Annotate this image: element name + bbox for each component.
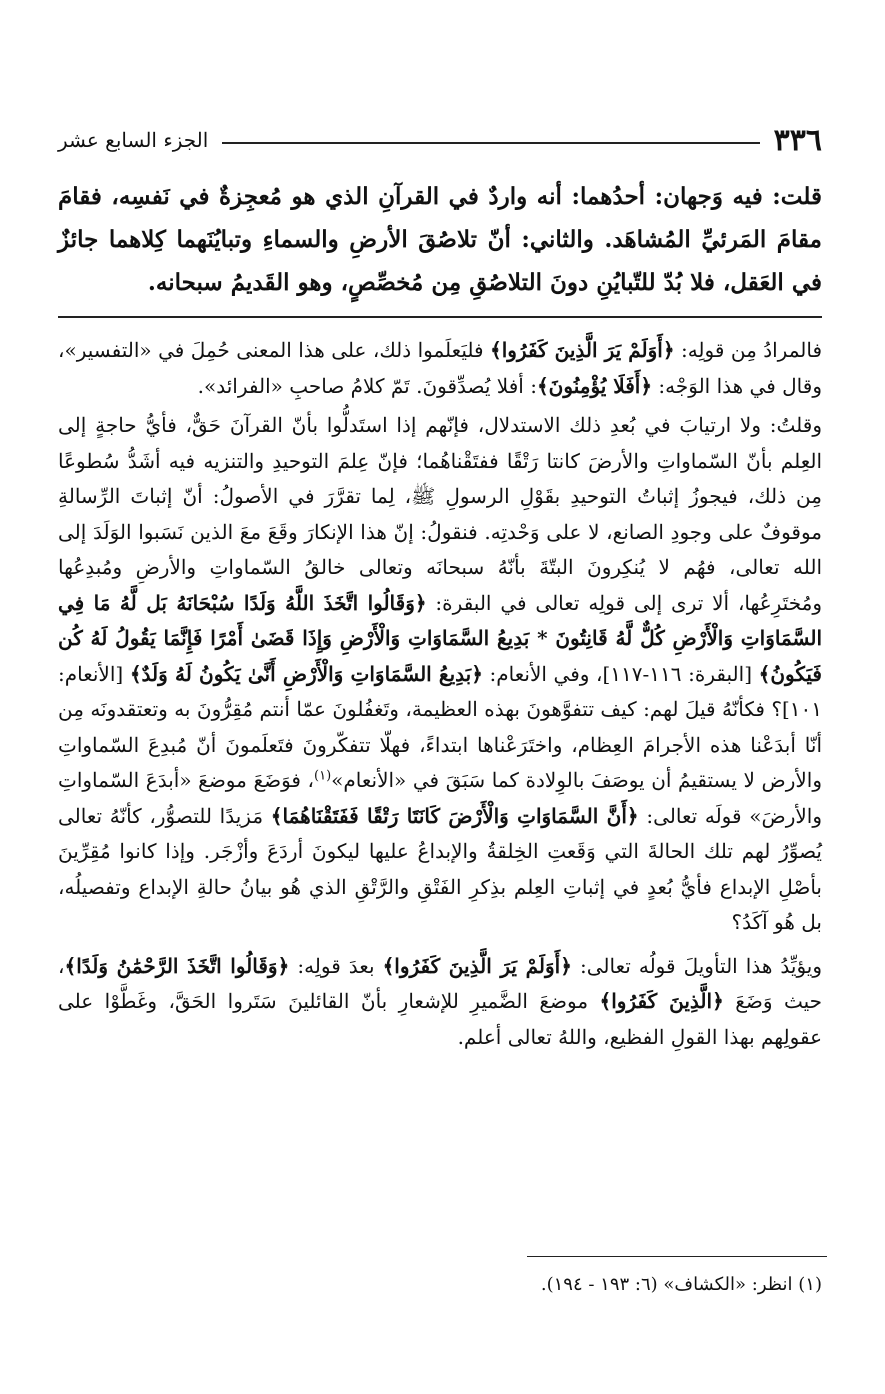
text-run: فليَعلَموا ذلك، على هذا المعنى حُمِلَ في «التفسير»، وقال في هذا الوَجْه: bbox=[58, 338, 822, 398]
text-run: [البقرة: ١١٦-١١٧]، وفي الأنعام: bbox=[482, 661, 759, 686]
text-run: مَزيدًا للتصوُّر، كأنّهُ تعالى يُصوِّرُ لهم تلك الحالةَ التي وَقَعتِ الخِلقةُ والإبداعُ عليها ليكونَ أردَعَ وأزْجَر. وإذا كانوا مُقِرِّينَ بأصْلِ الإبداع فأيُّ بُعدٍ في إثباتِ العِلم بذِكرِ الفَتْقِ والرَّتْقِ الذي هُو بيانُ حالةِ الإبداع وتفصيلُه، بل هُو آكَدُ؟ bbox=[58, 803, 822, 934]
main-text bbox=[58, 333, 822, 1063]
text-run: ، فوَضَعَ موضعَ «أبدَعَ السّماواتِ والأرضَ» قولَه تعالى: bbox=[58, 768, 822, 828]
text-run: ، حيث وَضَعَ bbox=[58, 953, 822, 1013]
running-title: الجزء السابع عشر bbox=[58, 128, 209, 152]
quran-verse: ﴿وَقَالُوا اتَّخَذَ الرَّحْمَٰنُ وَلَدًا﴾ bbox=[64, 953, 290, 978]
text-run: [الأنعام: ١٠١]؟ فكأنّهُ قيلَ لهم: كيف تتفوَّهونَ بهذه العظيمة، وتَغفُلونَ عمّا أنتم مُقِرُّونَ به وتعتقدونَه مِن أنّا أبدَعْنا هذه الأجرامَ العِظام، واختَرَعْناها ابتداءً، فهلّا تتفكّرونَ فتَعلَمونَ أنّ مُبدِعَ السّماواتِ والأرض لا يستقيمُ أن يوصَفَ بالوِلادة كما سَبَقَ في «الأنعام» bbox=[58, 661, 822, 792]
footnote-marker[interactable]: (١) bbox=[314, 768, 332, 784]
paragraph-2 bbox=[58, 408, 822, 941]
text-run: بعدَ قولِه: bbox=[289, 953, 383, 978]
quran-verse: ﴿أَنَّ السَّمَاوَاتِ وَالْأَرْضَ كَانَتَا رَتْقًا فَفَتَقْنَاهُمَا﴾ bbox=[270, 803, 639, 828]
text-run: فالمرادُ مِن قولِه: bbox=[674, 338, 823, 362]
footnote-rule bbox=[527, 1256, 827, 1257]
quran-verse: ﴿أَوَلَمْ يَرَ الَّذِينَ كَفَرُوا﴾ bbox=[489, 338, 675, 362]
text-run: موضعَ الضَّميرِ للإشعارِ بأنّ القائلينَ سَتَروا الحَقَّ، وغَطَّوْا على عقولِهم بهذا القولِ الفظيع، واللهُ تعالى أعلم. bbox=[58, 989, 822, 1049]
paragraph-1 bbox=[58, 333, 822, 404]
quran-verse: ﴿الَّذِينَ كَفَرُوا﴾ bbox=[599, 989, 724, 1013]
header-rule bbox=[222, 142, 759, 144]
boxed-commentary: قلت: فيه وَجهان: أحدُهما: أنه واردٌ في القرآنِ الذي هو مُعجِزةٌ في نَفسِه، فقامَ مقامَ المَرئيِّ المُشاهَد. والثاني: أنّ تلاصُقَ الأرضِ والسماءِ وتبايُنَهما كِلاهما جائزٌ في العَقل، فلا بُدّ للتّبايُنِ دونَ التلاصُقِ مِن مُخصِّصٍ، وهو القَديمُ سبحانه. bbox=[58, 183, 822, 296]
boxed-commentary-rule bbox=[58, 316, 822, 318]
page-header bbox=[58, 120, 822, 160]
quran-verse: ﴿أَوَلَمْ يَرَ الَّذِينَ كَفَرُوا﴾ bbox=[382, 953, 572, 978]
text-run: : أفلا يُصدِّقونَ. تَمّ كلامُ صاحبِ «الفرائد». bbox=[197, 373, 537, 398]
paragraph-3 bbox=[58, 949, 822, 1056]
footnote: (١) انظر: «الكشاف» (٦: ١٩٣ - ١٩٤). bbox=[540, 1274, 822, 1295]
text-run: ويؤيِّدُ هذا التأويلَ قولُه تعالى: bbox=[571, 953, 823, 978]
page-number: ٣٣٦ bbox=[773, 122, 822, 158]
quran-verse: ﴿أَفَلَا يُؤْمِنُونَ﴾ bbox=[536, 373, 653, 398]
quran-verse: ﴿وَقَالُوا اتَّخَذَ اللَّهُ وَلَدًا سُبْحَانَهُ بَل لَّهُ مَا فِي السَّمَاوَاتِ وَالْأَرْضِ كُلٌّ لَّهُ قَانِتُونَ * بَدِيعُ السَّمَاوَاتِ وَالْأَرْضِ وَإِذَا قَضَىٰ أَمْرًا فَإِنَّمَا يَقُولُ لَهُ كُن فَيَكُونُ﴾ bbox=[58, 590, 822, 686]
quran-verse: ﴿بَدِيعُ السَّمَاوَاتِ وَالْأَرْضِ أَنَّىٰ يَكُونُ لَهُ وَلَدٌ﴾ bbox=[129, 661, 483, 686]
text-run: وقلتُ: ولا ارتيابَ في بُعدِ ذلك الاستدلال، فإنّهم إذا استَدلُّوا بأنّ القرآنَ حَقٌّ، فأيُّ حاجةٍ إلى العِلم بأنّ السّماواتِ والأرضَ كانتا رَتْقًا ففتَقْناهُما؛ فإنّ عِلمَ التوحيدِ والتنزيه فيه أشَدُّ سُطوعًا مِن ذلك، فيجوزُ إثباتُ التوحيدِ بقَوْلِ الرسولِ ﷺ، لِما تقرَّرَ في الأصولُ: أنّ إثباتَ الرِّسالةِ موقوفٌ على وجودِ الصانع، لا على وَحْدتِه. فنقولُ: إنّ هذا الإنكارَ وقَعَ معَ الذين نَسَبوا الوَلَدَ إلى الله تعالى، فهُم لا يُنكِرونَ البتّةَ بأنّهُ سبحانَه وتعالى خالقُ السّماواتِ والأرضِ ومُبدِعُها ومُختَرِعُها، ألا ترى إلى قولِه تعالى في البقرة: bbox=[58, 413, 822, 615]
